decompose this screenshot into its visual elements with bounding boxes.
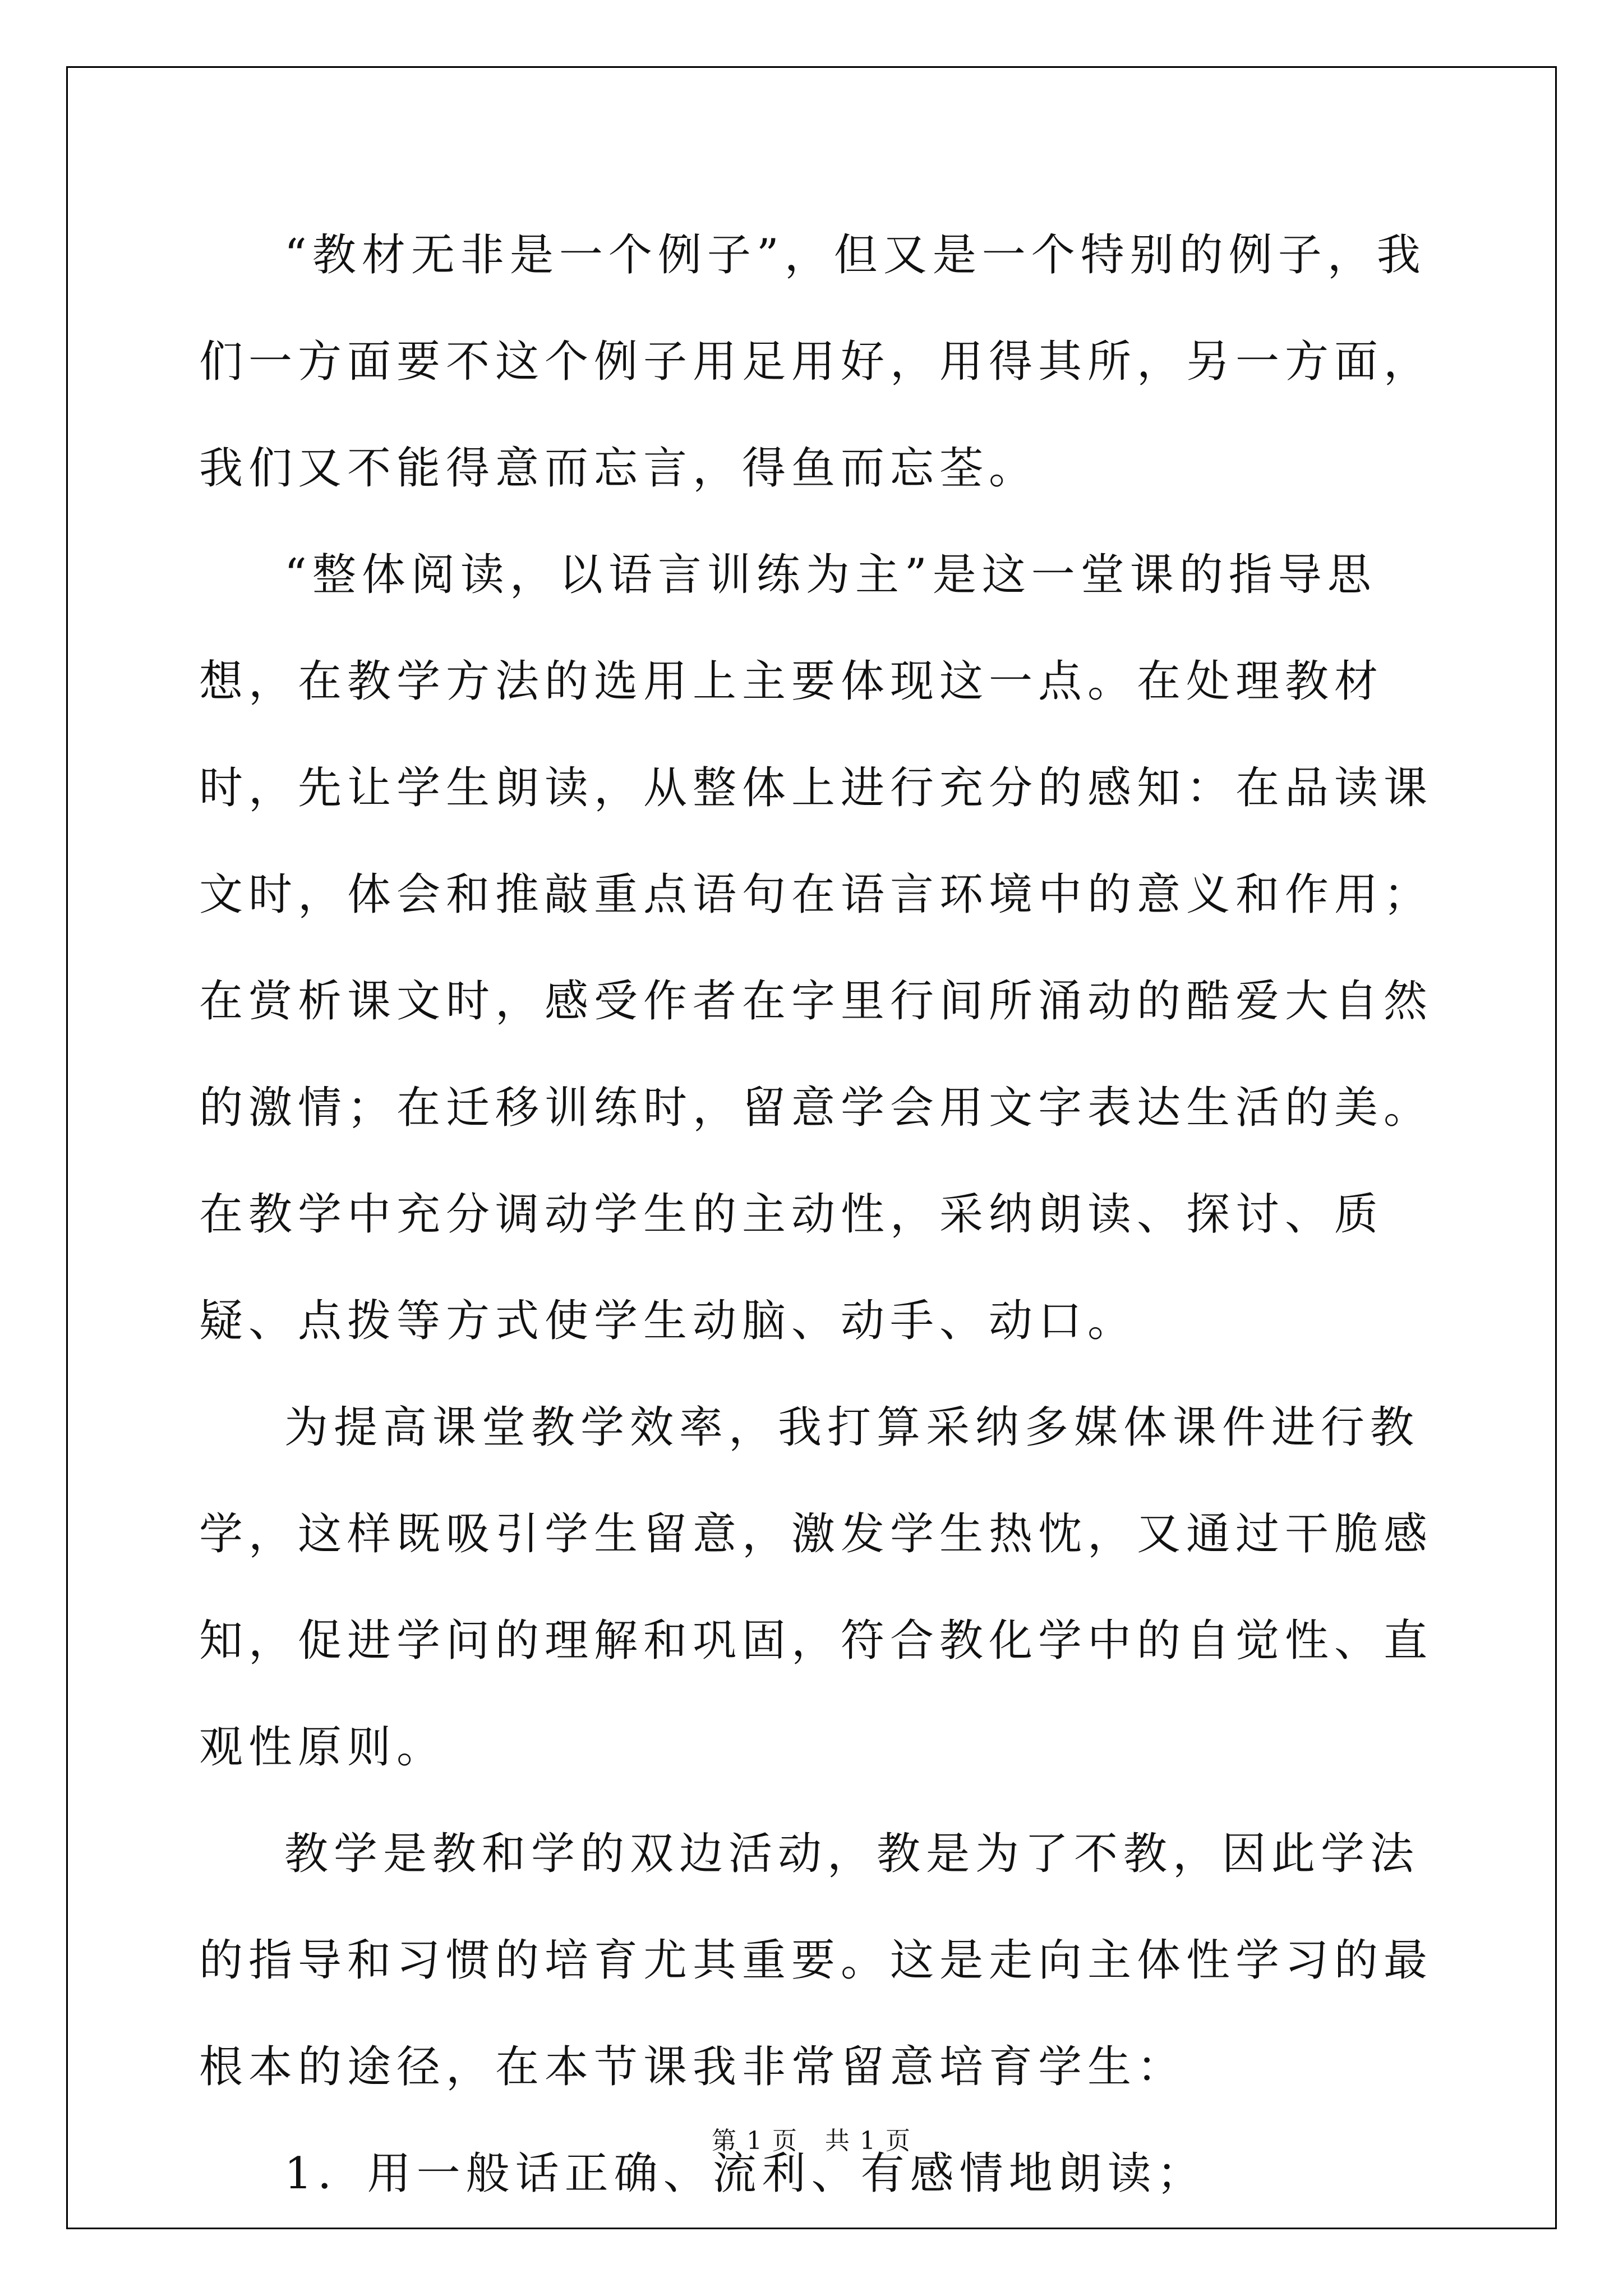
document-body [199, 202, 1433, 2227]
page-number: 第 1 页 [712, 2127, 798, 2155]
page-footer [0, 2120, 1623, 2156]
paragraph-2: “整体阅读，以语言训练为主”是这一堂课的指导思想，在教学方法的选用上主要体现这一点。在处理教材时，先让学生朗读，从整体上进行充分的感知：在品读课文时，体会和推敲重点语句在语言环境中的意义和作用；在赏析课文时，感受作者在字里行间所涌动的酷爱大自然的激情；在迁移训练时，留意学会用文字表达生活的美。在教学中充分调动学生的主动性，采纳朗读、探讨、质疑、点拨等方式使学生动脑、动手、动口。 [199, 550, 1433, 1346]
list-item-1: 1．用一般话正确、流利、有感情地朗读； [284, 2148, 1206, 2199]
page-total: 共 1 页 [825, 2127, 911, 2155]
paragraph-1: “教材无非是一个例子”，但又是一个特别的例子，我们一方面要不这个例子用足用好，用得其所，另一方面，我们又不能得意而忘言，得鱼而忘荃。 [199, 230, 1433, 494]
paragraph-4: 教学是教和学的双边活动，教是为了不教，因此学法的指导和习惯的培育尤其重要。这是走向主体性学习的最根本的途径，在本节课我非常留意培育学生： [199, 1829, 1433, 2092]
paragraph-3: 为提高课堂教学效率，我打算采纳多媒体课件进行教学，这样既吸引学生留意，激发学生热忱，又通过干脆感知，促进学问的理解和巩固，符合教化学中的自觉性、直观性原则。 [199, 1402, 1433, 1773]
